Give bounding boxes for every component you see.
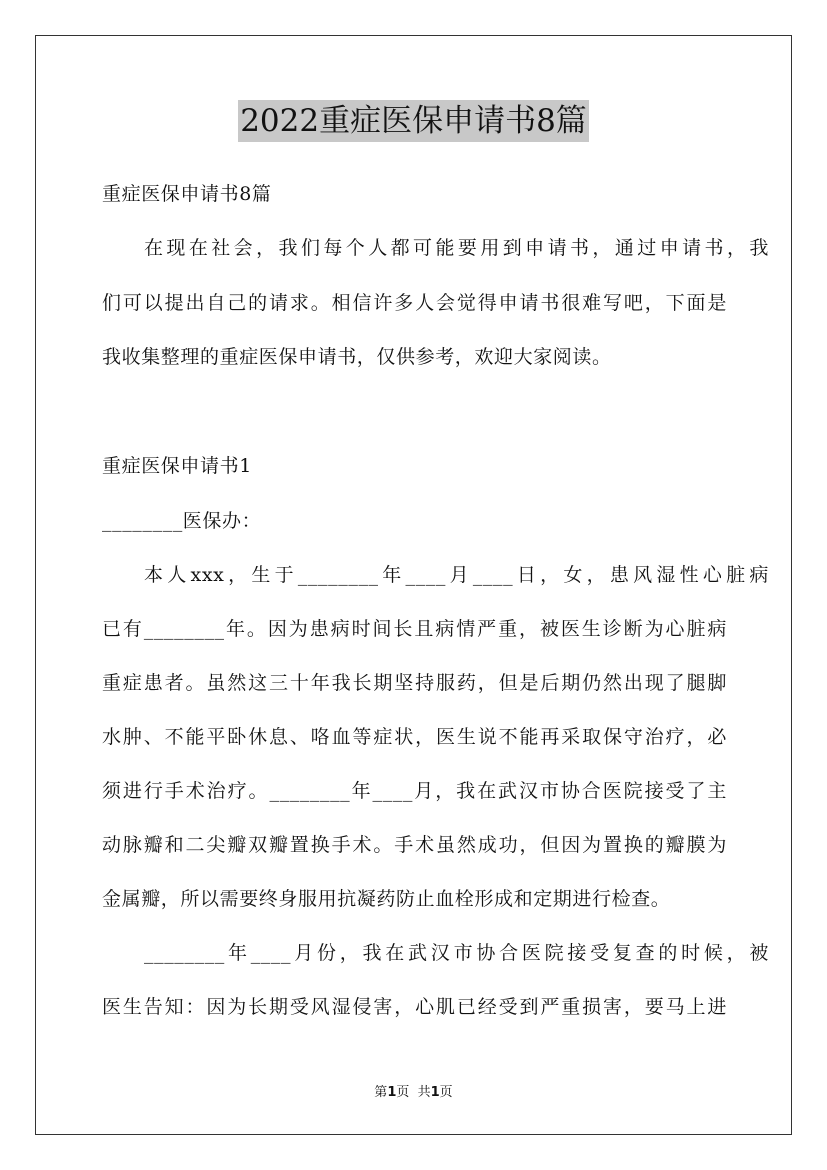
footer-page-number: 1 [387, 1085, 397, 1100]
page-footer [0, 1084, 827, 1102]
footer-page-total: 1 [430, 1085, 440, 1100]
body-line: 金属瓣，所以需要终身服用抗凝药防止血栓形成和定期进行检查。 [102, 888, 671, 910]
body-line: 须进行手术治疗。________年____月，我在武汉市协合医院接受了主 [102, 780, 727, 802]
document-title: 2022重症医保申请书8篇 [238, 100, 589, 142]
body-line: 本人xxx，生于________年____月____日，女，患风湿性心脏病 [144, 564, 769, 586]
addressee: ________医保办： [102, 510, 262, 532]
intro-line: 在现在社会，我们每个人都可能要用到申请书，通过申请书，我 [144, 237, 769, 259]
intro-line: 我收集整理的重症医保申请书，仅供参考，欢迎大家阅读。 [102, 346, 612, 368]
body-line: 医生告知：因为长期受风湿侵害，心肌已经受到严重损害，要马上进 [102, 996, 727, 1018]
body-line: ________年____月份，我在武汉市协合医院接受复查的时候，被 [144, 942, 769, 964]
body-line: 水肿、不能平卧休息、咯血等症状，医生说不能再采取保守治疗，必 [102, 726, 727, 748]
body-line: 动脉瓣和二尖瓣双瓣置换手术。手术虽然成功，但因为置换的瓣膜为 [102, 834, 727, 856]
intro-line: 们可以提出自己的请求。相信许多人会觉得申请书很难写吧，下面是 [102, 292, 727, 314]
footer-page-prefix: 第 [374, 1085, 388, 1100]
body-line: 已有________年。因为患病时间长且病情严重，被医生诊断为心脏病 [102, 618, 727, 640]
title-container [0, 100, 827, 142]
section-heading: 重症医保申请书1 [102, 455, 252, 477]
body-line: 重症患者。虽然这三十年我长期坚持服药，但是后期仍然出现了腿脚 [102, 672, 727, 694]
footer-page-mid: 页 共 [396, 1085, 431, 1100]
document-subtitle: 重症医保申请书8篇 [102, 183, 272, 205]
footer-page-suffix: 页 [439, 1085, 453, 1100]
